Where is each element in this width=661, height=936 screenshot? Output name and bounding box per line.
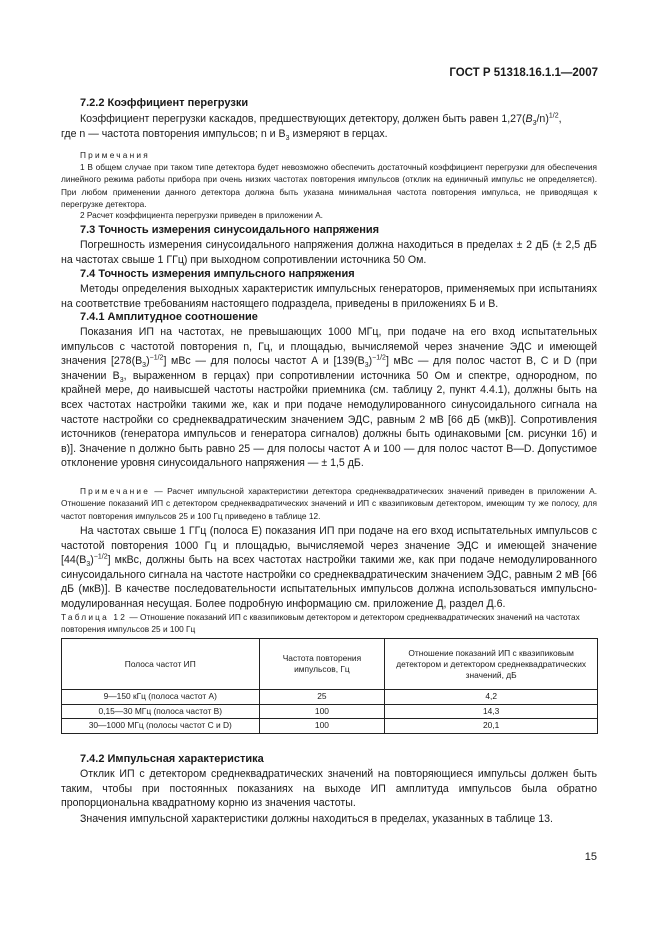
notes-title: Примечания: [80, 150, 150, 160]
cell-ratio: 20,1: [385, 719, 598, 734]
page-number: 15: [584, 851, 597, 863]
cell-frequency: 100: [259, 704, 385, 719]
sine-accuracy-paragraph: Погрешность измерения синусоидального напряжения должна находиться в пределах ± 2 дБ (± 2,5 дБ на частотах свыше 1 ГГц) при выходном сопротивлении источника 50 Ом.: [61, 239, 597, 266]
header-repetition: Частота повторения импульсов, Гц: [259, 639, 385, 690]
pulse-response-paragraph: Отклик ИП с детектором среднеквадратических значений на повторяющиеся импульсы должен быть таким, чтобы при постоянных показаниях на выходе ИП амплитуда импульсов была обратно пропорциональна квадратному корню из значения частоты.: [61, 768, 597, 810]
table-12-caption: Таблица 12 — Отношение показаний ИП с квазипиковым детектором и детектором среднеквадратических значений на частотах повторения импульсов 25 и 100 Гц: [61, 612, 580, 635]
pulse-response-limits-paragraph: Значения импульсной характеристики должны находиться в пределах, указанных в таблице 13.: [80, 813, 553, 825]
header-ratio: Отношение показаний ИП с квазипиковым детектором и детектором среднеквадратических значений, дБ: [385, 639, 598, 690]
cell-ratio: 14,3: [385, 704, 598, 719]
above-1ghz-paragraph: На частотах свыше 1 ГГц (полоса Е) показания ИП при подаче на его вход испытательных импульсов с частотой повторения 1000 Гц и площадью, вычисляемой через значение ЭДС и имеющей значение $[44(B_3)^{-1/2}]$ мкВс, должны быть на всех частотах настройки такими же, как при подаче немодулированного синусоидального сигнала на частоте настройки со среднеквадратическим значением ЭДС, равным 2 мВ [66 дБ (мкВ)]. В качестве последовательности испытательных импульсов должна использоваться импульсно-модулированная несущая. Более подробную информацию см. приложение Д, раздел Д.6.: [61, 525, 597, 610]
cell-frequency: 100: [259, 719, 385, 734]
table-row: [62, 704, 598, 719]
table-row: [62, 690, 598, 705]
table-header-row: [62, 639, 598, 690]
note-table-reference: Примечание — Расчет импульсной характеристики детектора среднеквадратических значений приведен в приложении А. Отношение показаний ИП с детектором среднеквадратических значений и ИП с квазипиковым детектором, имеющим ту же полосу, для частот повторения импульсов 25 и 100 Гц приведено в таблице 12.: [61, 486, 597, 521]
table-row: [62, 719, 598, 734]
section-7-4-2-title: 7.4.2 Импульсная характеристика: [80, 753, 264, 765]
section-7-2-2-title: 7.2.2 Коэффициент перегрузки: [80, 97, 249, 109]
header-band: Полоса частот ИП: [62, 639, 260, 690]
amplitude-ratio-paragraph: Показания ИП на частотах, не превышающих 1000 МГц, при подаче на его вход испытательных импульсов с частотой повторения n, Гц, и площадью, вычисляемой через значение ЭДС и имеющей значения $[278(B_3)^{-1/2}]$ мВс — для полосы частот А и $[139(B_3)^{-1/2}]$ мВс — для полос частот В, С и D (при значении $B_3$, выраженном в герцах) при сопротивлении источника 50 Ом и спектре, однородном, по крайней мере, до наивысшей частоты настройки приемника (см. таблицу 2, пункт 4.4.1), должны быть на всех частотах настройки такими же, как и при подаче немодулированного синусоидального сигнала на частоте настройки со среднеквадратическим значением ЭДС, равным 2 мВ [66 дБ (мкВ)]. Сопротивления источников (генератора импульсов и генератора сигналов) должны быть одинаковыми [см. рисунки 1б) и в)]. Значение n должно быть равно 25 — для полосы частот А и 100 — для полос частот В—D. Допустимое отклонение уровня синусоидального напряжения — ± 1,5 дБ.: [61, 326, 598, 470]
note-2: 2 Расчет коэффициента перегрузки приведен в приложении А.: [80, 210, 323, 220]
cell-ratio: 4,2: [385, 690, 598, 705]
pulse-accuracy-paragraph: Методы определения выходных характеристик импульсных генераторов, применяемых при испытаниях на соответствие требованиям настоящего подраздела, приведены в приложениях Б и В.: [61, 283, 597, 310]
cell-band: 9—150 кГц (полоса частот А): [62, 690, 260, 705]
section-7-4-1-title: 7.4.1 Амплитудное соотношение: [80, 311, 258, 323]
section-7-3-title: 7.3 Точность измерения синусоидального напряжения: [80, 224, 380, 236]
cell-frequency: 25: [259, 690, 385, 705]
note-1: 1 В общем случае при таком типе детектора будет невозможно обеспечить достаточный коэффициент перегрузки для обеспечения линейного режима работы прибора при очень низких частотах повторения импульсов (отклик на единичный импульс не определяется). При любом применении данного детектора должна быть указана минимальная частота повторения импульса, не приводящая к перегрузке детектора.: [61, 162, 597, 209]
table-12: [61, 638, 598, 734]
overload-factor-paragraph: Коэффициент перегрузки каскадов, предшествующих детектору, должен быть равен $1,27(B_3/n)^{1/2}$, где n — частота повторения импульсов; n и $B_3$ измеряют в герцах.: [61, 112, 562, 142]
document-header: ГОСТ Р 51318.16.1.1—2007: [449, 67, 598, 79]
section-7-4-title: 7.4 Точность измерения импульсного напряжения: [80, 268, 355, 280]
cell-band: 30—1000 МГц (полосы частот С и D): [62, 719, 260, 734]
cell-band: 0,15—30 МГц (полоса частот В): [62, 704, 260, 719]
